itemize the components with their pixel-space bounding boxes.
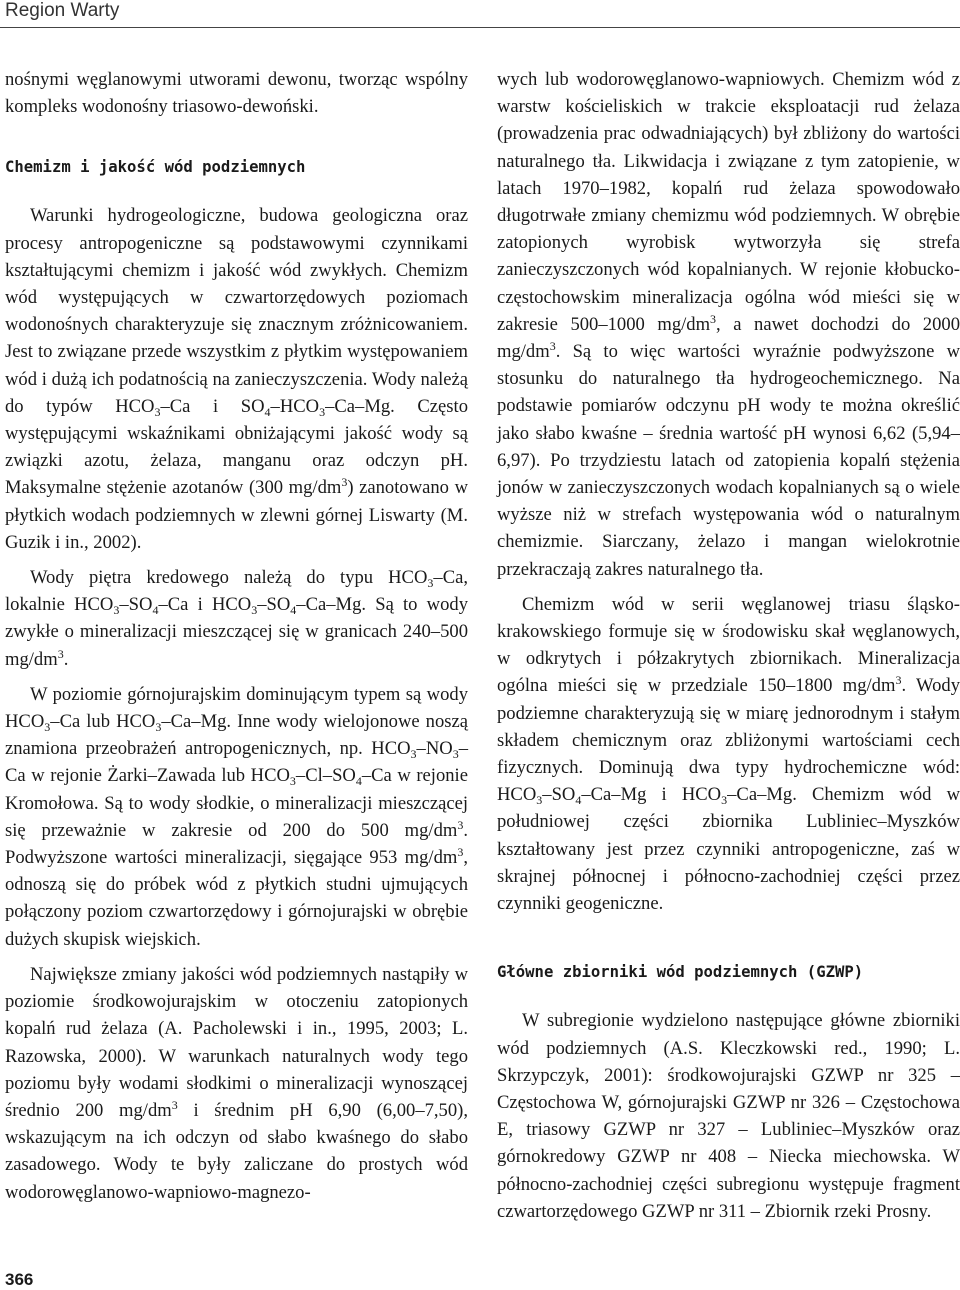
paragraph-cretaceous: Wody piętra kredowego należą do typu $HCO_3-Ca$, lokalnie $HCO_3-SO_4-Ca$ i $HCO_3-SO_4-Ca-Mg$. Są to wody zwykłe o mineralizacji mieszczącej się w granicach 240–500 $mg/dm^3$. xyxy=(5,567,469,670)
paragraph-quaternary: Warunki hydrogeologiczne, budowa geologiczna oraz procesy antropogeniczne są podstawowymi czynnikami kształtującymi chemizm i jakość wód zwykłych. Chemizm wód występujących w czwartorzędowych poziomach wodonośnych charakteryzuje się znacznym zróżnicowaniem. Jest to związane przede wszystkim z płytkim występowaniem wód i dużą ich podatnością na zanieczyszczenia. Wody należą do typów $HCO_3-Ca$ i $SO_4-HCO_3-Ca-Mg$. Często występującymi wskaźnikami obniżającymi jakość wody są związki azotu, żelaza, manganu oraz odczyn pH. Maksymalne stężenie azotanów (300 $mg/dm^3$) zanotowano w płytkich wodach podziemnych w zlewni górnej Liswarty (M. Guzik i in., 2002). xyxy=(5,205,469,553)
paragraph-gzwp: W subregionie wydzielono następujące główne zbiorniki wód podziemnych (A.S. Kleczkowski red., 1990; L. Skrzypczyk, 2001): środkowojurajski GZWP nr 325 – Częstochowa W, górnojurajski GZWP nr 326 – Częstochowa E, triasowy GZWP nr 327 – Lubliniec–Myszków oraz górnokredowy GZWP nr 408 – Niecka miechowska. W północno-zachodniej części subregionu występuje fragment czwartorzędowego GZWP nr 311 – Zbiornik rzeki Prosny. xyxy=(497,1010,960,1222)
section-heading-gzwp: Główne zbiorniki wód podziemnych (GZWP) xyxy=(497,963,864,982)
right-column xyxy=(497,66,960,1225)
paragraph-triassic: Chemizm wód w serii węglanowej triasu śląsko-krakowskiego formuje się w środowisku skał węglanowych, w odkrytych i półzakrytych zbiornikach. Mineralizacja ogólna mieści się w przedziale 150–1800 $mg/dm^3$. Wody podziemne charakteryzują się w miarę jednorodnym i stałym składem chemicznym oraz zbliżonymi wartościami cech fizycznych. Dominują dwa typy hydrochemiczne wód: $HCO_3-SO_4-Ca-Mg$ i $HCO_3-Ca-Mg$. Chemizm wód w południowej części zbiornika Lubliniec–Myszków kształtowany jest przez czynniki antropogeniczne, zaś w skrajnej północnej i północno-zachodniej części przez czynniki geogeniczne. xyxy=(497,593,960,915)
left-column xyxy=(5,66,468,1206)
running-head: Region Warty xyxy=(5,0,120,21)
section-heading-chemistry: Chemizm i jakość wód podziemnych xyxy=(5,158,306,177)
paragraph-upper-jurassic: W poziomie górnojurajskim dominującym typem są wody $HCO_3-Ca$ lub $HCO_3-Ca-Mg$. Inne wody wielojonowe noszą znamiona przeobrażeń antropogenicznych, np. $HCO_3-NO_3-Ca$ w rejonie Żarki–Zawada lub $HCO_3-Cl-SO_4-Ca$ w rejonie Kromołowa. Są to wody słodkie, o mineralizacji mieszczącej się przeważnie w zakresie od 200 do 500 $mg/dm^3$. Podwyższone wartości mineralizacji, sięgające 953 $mg/dm^3$, odnoszą się do próbek wód z płytkich studni ujmujących połączony poziom czwartorzędowy i górnojurajski w obrębie dużych skupisk wiejskich. xyxy=(5,683,469,950)
intro-paragraph: nośnymi węglanowymi utworami dewonu, tworząc wspólny kompleks wodonośny triasowo-dewoński. xyxy=(5,69,468,118)
paragraph-mine-waters: wych lub wodorowęglanowo-wapniowych. Chemizm wód z warstw kościeliskich w trakcie eksploatacji rud żelaza (prowadzenia prac odwadniających) był zbliżony do wartości naturalnego tła. Likwidacja i związane z tym zatopienie, w latach 1970–1982, kopalń rud żelaza spowodowało długotrwałe zmiany chemizmu wód podziemnych. W obrębie zatopionych wyrobisk wytworzyła się strefa zanieczyszczonych wód kopalnianych. W rejonie kłobucko-częstochowskim mineralizacja ogólna wód mieści się w zakresie 500–1000 $mg/dm^3$, a nawet dochodzi do 2000 $mg/dm^3$. Są to więc wartości wyraźnie podwyższone w stosunku do naturalnego tła hydrogeochemicznego. Na podstawie pomiarów odczynu pH wody te można określić jako słabo kwaśne – średnia wartość pH wynosi 6,62 (5,94–6,97). Po trzydziestu latach od zatopienia kopalń stężenia jonów w zanieczyszczonych wodach kopalnianych są o wiele wyższe niż w strefach występowania wód o naturalnym chemizmie. Siarczany, żelazo i mangan wielokrotnie przekraczają zakres naturalnego tła. xyxy=(497,69,960,580)
header-rule xyxy=(0,27,960,28)
paragraph-middle-jurassic: Największe zmiany jakości wód podziemnych nastąpiły w poziomie środkowojurajskim w otoczeniu zatopionych kopalń rud żelaza (A. Pacholewski i in., 1995, 2003; L. Razowska, 2000). W warunkach naturalnych wody tego poziomu były wodami słodkimi o mineralizacji wynoszącej średnio 200 $mg/dm^3$ i średnim pH 6,90 (6,00–7,50), wskazującym na ich odczyn od słabo kwaśnego do słabo zasadowego. Wody te były zaliczane do prostych wód wodorowęglanowo-wapniowo-magnezo- xyxy=(5,963,468,1203)
page-number: 366 xyxy=(5,1270,34,1289)
